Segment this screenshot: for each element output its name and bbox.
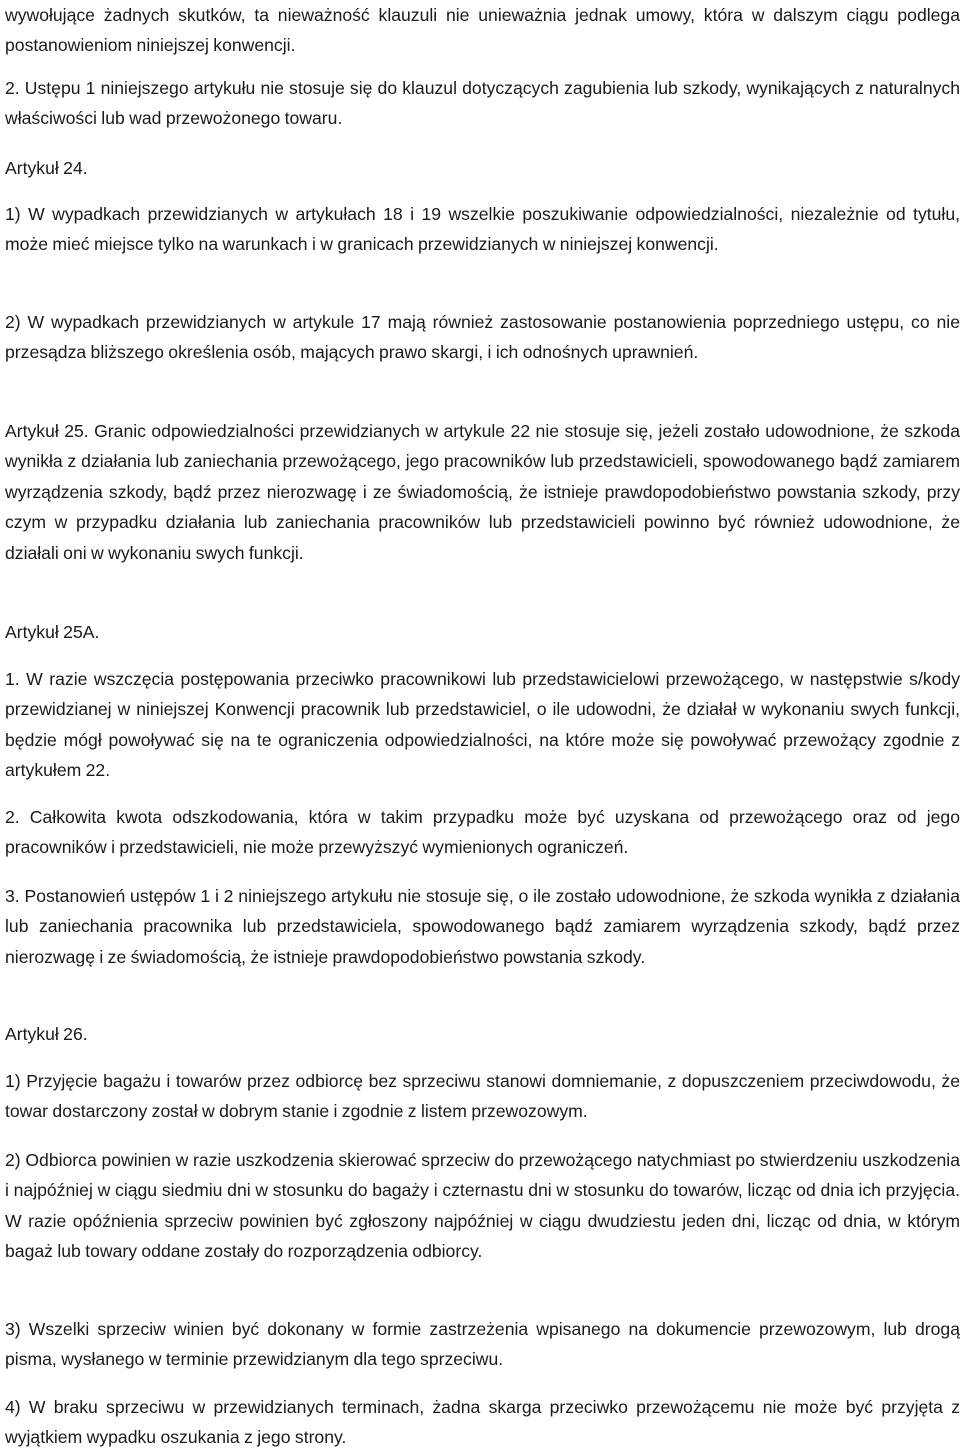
heading-art26: Artykuł 26.: [5, 1024, 88, 1044]
paragraph-art25a-point-3: 3. Postanowień ustępów 1 i 2 niniejszego artykułu nie stosuje się, o ile zostało udowodnione, że szkoda wynikła z działania lub zaniechania pracownika lub przedstawiciela, spowodowanego bądź zamiarem wyrządzenia szkody, bądź przez nierozwagę i ze świadomością, że istnieje prawdopodobieństwo powstania szkody.: [5, 886, 960, 967]
heading-art25a: Artykuł 25A.: [5, 622, 100, 642]
paragraph-art24-point-2: 2) W wypadkach przewidzianych w artykule 17 mają również zastosowanie postanowienia poprzedniego ustępu, co nie przesądza bliższego określenia osób, mających prawo skargi, i ich odnośnych uprawnień.: [5, 312, 960, 363]
heading-art24: Artykuł 24.: [5, 158, 88, 178]
paragraph-art26-point-4: 4) W braku sprzeciwu w przewidzianych terminach, żadna skarga przeciwko przewożącemu nie może być przyjęta z wyjątkiem wypadku oszukania z jego strony.: [5, 1397, 960, 1448]
paragraph-art23-point-2: 2. Ustępu 1 niniejszego artykułu nie stosuje się do klauzul dotyczących zagubienia lub szkody, wynikających z naturalnych właściwości lub wad przewożonego towaru.: [5, 78, 960, 129]
paragraph-art26-point-3: 3) Wszelki sprzeciw winien być dokonany w formie zastrzeżenia wpisanego na dokumencie przewozowym, lub drogą pisma, wysłanego w terminie przewidzianym dla tego sprzeciwu.: [5, 1319, 960, 1370]
paragraph-art25: Artykuł 25. Granic odpowiedzialności przewidzianych w artykule 22 nie stosuje się, jeżeli zostało udowodnione, że szkoda wynikła z działania lub zaniechania przewożącego, jego pracowników lub przedstawicieli, spowodowanego bądź zamiarem wyrządzenia szkody, bądź przez nierozwagę i ze świadomością, że istnieje prawdopodobieństwo powstania szkody, przy czym w przypadku działania lub zaniechania pracowników lub przedstawicieli powinno być również udowodnione, że działali oni w wykonaniu swych funkcji.: [5, 421, 960, 563]
paragraph-art26-point-1: 1) Przyjęcie bagażu i towarów przez odbiorcę bez sprzeciwu stanowi domniemanie, z dopuszczeniem przeciwdowodu, że towar dostarczony został w dobrym stanie i zgodnie z listem przewozowym.: [5, 1071, 960, 1122]
paragraph-continuation: wywołujące żadnych skutków, ta nieważność klauzuli nie unieważnia jednak umowy, która w dalszym ciągu podlega postanowieniom niniejszej konwencji.: [5, 5, 960, 56]
paragraph-art26-point-2: 2) Odbiorca powinien w razie uszkodzenia skierować sprzeciw do przewożącego natychmiast po stwierdzeniu uszkodzenia i najpóźniej w ciągu siedmiu dni w stosunku do bagaży i czternastu dni w stosunku do towarów, licząc od dnia ich przyjęcia. W razie opóźnienia sprzeciw powinien być zgłoszony najpóźniej w ciągu dwudziestu jeden dni, licząc od dnia, w którym bagaż lub towary oddane zostały do rozporządzenia odbiorcy.: [5, 1150, 960, 1262]
paragraph-art24-point-1: 1) W wypadkach przewidzianych w artykułach 18 i 19 wszelkie poszukiwanie odpowiedzialności, niezależnie od tytułu, może mieć miejsce tylko na warunkach i w granicach przewidzianych w niniejszej konwencji.: [5, 204, 960, 255]
paragraph-art25a-point-1: 1. W razie wszczęcia postępowania przeciwko pracownikowi lub przedstawicielowi przewożącego, w następstwie s/kody przewidzianej w niniejszej Konwencji pracownik lub przedstawiciel, o ile udowodni, że działał w wykonaniu swych funkcji, będzie mógł powoływać się na te ograniczenia odpowiedzialności, na które może się powoływać przewożący zgodnie z artykułem 22.: [5, 669, 960, 781]
paragraph-art25a-point-2: 2. Całkowita kwota odszkodowania, która w takim przypadku może być uzyskana od przewożącego oraz od jego pracowników i przedstawicieli, nie może przewyższyć wymienionych ograniczeń.: [5, 807, 960, 858]
